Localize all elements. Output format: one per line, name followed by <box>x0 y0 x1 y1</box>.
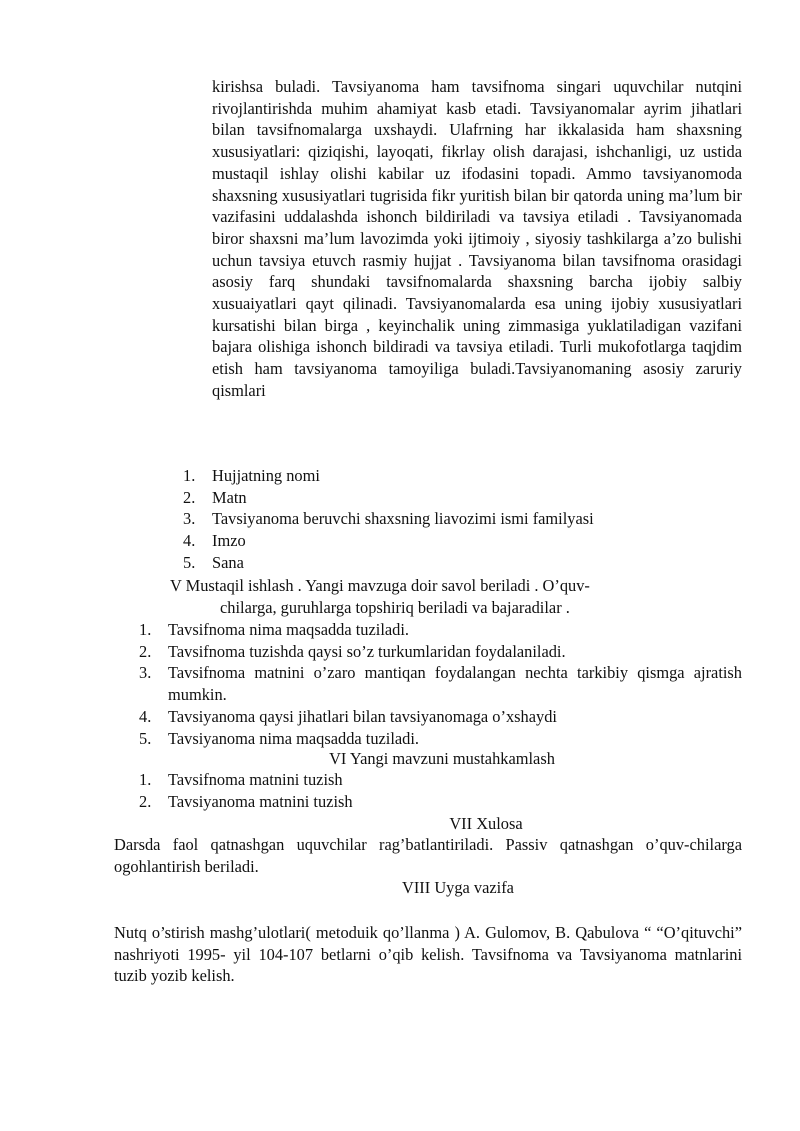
list-item-text: Tavsiyanoma qaysi jihatlari bilan tavsiyanomaga o’xshaydi <box>168 706 557 726</box>
list-item-number: 5. <box>139 728 152 748</box>
section-v-line: V Mustaqil ishlash . Yangi mavzuga doir savol beriladi . O’quv- <box>170 576 590 595</box>
list-item-number: 1. <box>139 770 152 789</box>
list-item <box>183 530 743 552</box>
list-item-text: Matn <box>212 487 247 507</box>
list-item <box>183 487 743 509</box>
list-item-number: 3. <box>139 663 152 683</box>
list-item-number: 4. <box>139 706 152 726</box>
list-item-text: Tavsifnoma tuzishda qaysi so’z turkumlaridan foydalaniladi. <box>168 641 566 661</box>
list-item-text: Hujjatning nomi <box>212 466 320 485</box>
section-vi-heading: VI Yangi mavzuni mustahkamlash <box>329 749 555 768</box>
section-v-line: chilarga, guruhlarga topshiriq beriladi va bajaradilar . <box>220 597 570 617</box>
section-vii-heading: VII Xulosa <box>449 814 523 833</box>
list-item <box>139 706 742 728</box>
list-item-text: Tavsifnoma matnini o’zaro mantiqan foydalangan nechta tarkibiy qismga ajratish mumkin. <box>168 663 742 705</box>
list-item-number: 1. <box>139 620 152 639</box>
list-item-number: 1. <box>183 466 196 485</box>
questions-list <box>139 619 742 749</box>
list-item <box>139 728 742 750</box>
list-item <box>183 508 743 530</box>
section-v <box>170 575 742 618</box>
list-item-text: Tavsifnoma matnini tuzish <box>168 770 343 789</box>
list-item-number: 5. <box>183 552 196 572</box>
list-item-text: Imzo <box>212 531 246 551</box>
list-item-text: Tavsiyanoma beruvchi shaxsning liavozimi ismi familyasi <box>212 509 594 529</box>
list-item-text: Tavsiyanoma matnini tuzish <box>168 791 353 811</box>
list-item-text: Tavsifnoma nima maqsadda tuziladi. <box>168 620 410 639</box>
list-item-number: 2. <box>139 791 152 811</box>
list-item-number: 2. <box>183 487 196 507</box>
list-item <box>183 465 743 487</box>
intro-paragraph: kirishsa buladi. Tavsiyanoma ham tavsifnoma singari uquvchilar nutqini rivojlantirishda muhim ahamiyat kasb etadi. Tavsiyanomalar ayrim jihatlari bilan tavsifnomalarga uxshaydi. Ulafrning har ikkalasida ham shaxsning xususiyatlari: qiziqishi, layoqati, fikrlay olish darajasi, ishchanligi, uz ustida mustaqil ishlay olishi kabilar uz ifodasini topadi. Ammo tavsiyanomoda shaxsning xususiyatlari tugrisida fikr yuritish bilan bir qatorda uning ma’lum bir vazifasini uddalashda ishonch bildiriladi va tavsiya etiladi . Tavsiyanomada biror shaxsni ma’lum lavozimda yoki ijtimoiy , siyosiy tashkilarga a’zo bulishi uchun tavsiya etuvch rasmiy hujjat . Tavsiyanoma bilan tavsifnoma orasidagi asosiy farq shundaki tavsifnomalarda shaxsning barcha ijobiy salbiy xusuaiyatlari qayt qilinadi. Tavsiyanomalarda esa uning ijobiy xususiyatlari kursatishi bilan birga , keyinchalik uning zimmasiga yuklatiladigan vazifani bajara olishiga ishonch bildiradi va tavsiya etiladi. Turli mukofotlarga taqjdim etish ham tavsiyanoma tamoyiliga buladi.Tavsiyanomaning asosiy zaruriy qismlari <box>212 77 742 400</box>
list-item-text: Tavsiyanoma nima maqsadda tuziladi. <box>168 728 420 748</box>
list-item <box>139 641 742 663</box>
consolidation-list <box>139 769 742 812</box>
list-item-number: 3. <box>183 509 196 529</box>
list-item <box>139 769 742 791</box>
list-item-number: 2. <box>139 641 152 661</box>
list-item-text: Sana <box>212 552 244 572</box>
list-item <box>139 662 742 705</box>
section-viii-text: Nutq o’stirish mashg’ulotlari( metoduik qo’llanma ) A. Gulomov, B. Qabulova “ “O’qituvchi” nashriyoti 1995- yil 104-107 betlarni o’qib kelish. Tavsifnoma va Tavsiyanoma matnlarini tuzib yozib kelish. <box>114 923 742 986</box>
list-item <box>139 619 742 641</box>
section-viii-heading: VIII Uyga vazifa <box>402 878 514 897</box>
document-parts-list <box>183 465 743 574</box>
list-item-number: 4. <box>183 531 196 551</box>
list-item <box>139 791 742 813</box>
section-vii-text: Darsda faol qatnashgan uquvchilar rag’batlantiriladi. Passiv qatnashgan o’quv-chilarga ogohlantirish beriladi. <box>114 835 742 876</box>
list-item <box>183 552 743 574</box>
